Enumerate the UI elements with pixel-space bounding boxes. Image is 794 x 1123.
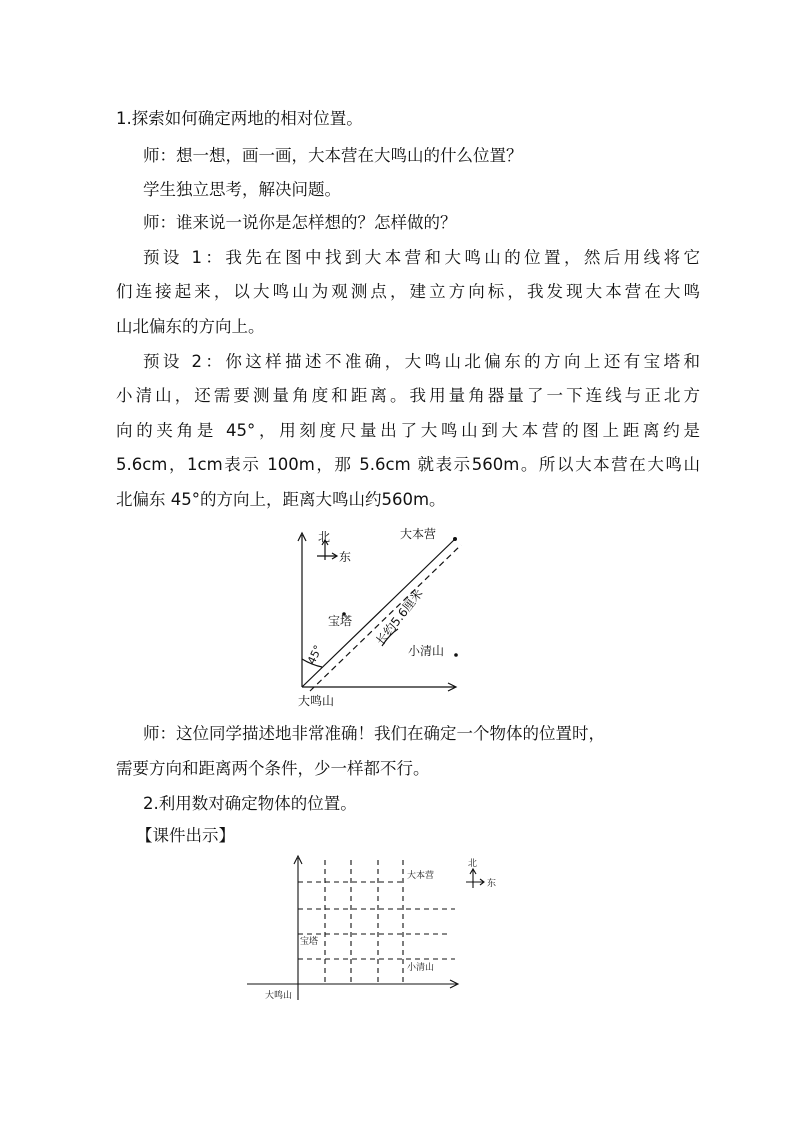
preset-2-line-3: 向的夹角是 45°，用刻度尺量出了大鸣山到大本营的图上距离约是 xyxy=(116,421,700,440)
grid-camp-label: 大本营 xyxy=(407,871,435,881)
preset-1-line-1: 预设 1：我先在图中找到大本营和大鸣山的位置，然后用线将它 xyxy=(143,248,700,267)
angle-label: 45° xyxy=(304,643,325,667)
camp-label: 大本营 xyxy=(400,527,437,541)
pagoda-label: 宝塔 xyxy=(328,614,353,628)
teacher-question-2: 师：谁来说一说你是怎样想的？怎样做的？ xyxy=(143,213,457,232)
compass-east-label: 东 xyxy=(339,550,352,564)
connecting-line xyxy=(302,539,455,687)
student-activity: 学生独立思考，解决问题。 xyxy=(143,180,341,199)
preset-2-line-5: 北偏东 45°的方向上，距离大鸣山约560m。 xyxy=(116,490,446,509)
teacher-comment-line-1: 师：这位同学描述地非常准确！我们在确定一个物体的位置时， xyxy=(143,724,605,743)
grid-pagoda-label: 宝塔 xyxy=(300,937,319,947)
grid-compass-east-label: 东 xyxy=(487,879,497,889)
courseware-label: 【课件出示】 xyxy=(136,826,235,845)
preset-2-line-2: 小清山，还需要测量角度和距离。我用量角器量了一下连线与正北方 xyxy=(116,386,700,405)
direction-sketch-figure xyxy=(290,525,470,710)
grid-xiaoqingshan-label: 小清山 xyxy=(407,963,435,973)
xiaoqingshan-point xyxy=(454,653,458,657)
teacher-question-1: 师：想一想，画一画，大本营在大鸣山的什么位置？ xyxy=(143,146,523,165)
distance-label: 长约5.6厘米 xyxy=(373,586,426,648)
preset-1-line-2: 们连接起来，以大鸣山为观测点，建立方向标，我发现大本营在大鸣 xyxy=(116,282,700,301)
teacher-comment-line-2: 需要方向和距离两个条件，少一样都不行。 xyxy=(116,759,430,778)
step-2-heading: 2.利用数对确定物体的位置。 xyxy=(143,794,357,813)
origin-label: 大鸣山 xyxy=(298,694,335,708)
grid-map-figure xyxy=(245,850,505,1010)
preset-2-line-1: 预设 2：你这样描述不准确，大鸣山北偏东的方向上还有宝塔和 xyxy=(143,352,700,371)
xiaoqingshan-label: 小清山 xyxy=(408,644,445,658)
compass-north-label: 北 xyxy=(318,530,331,544)
step-1-heading: 1.探索如何确定两地的相对位置。 xyxy=(116,109,363,128)
grid-compass-north-label: 北 xyxy=(468,859,478,869)
preset-1-line-3: 山北偏东的方向上。 xyxy=(116,317,265,336)
grid-origin-label: 大鸣山 xyxy=(265,991,293,1001)
preset-2-line-4: 5.6cm，1cm表示 100m，那 5.6cm 就表示560m。所以大本营在大鸣山 xyxy=(116,455,700,474)
camp-point xyxy=(453,537,457,541)
